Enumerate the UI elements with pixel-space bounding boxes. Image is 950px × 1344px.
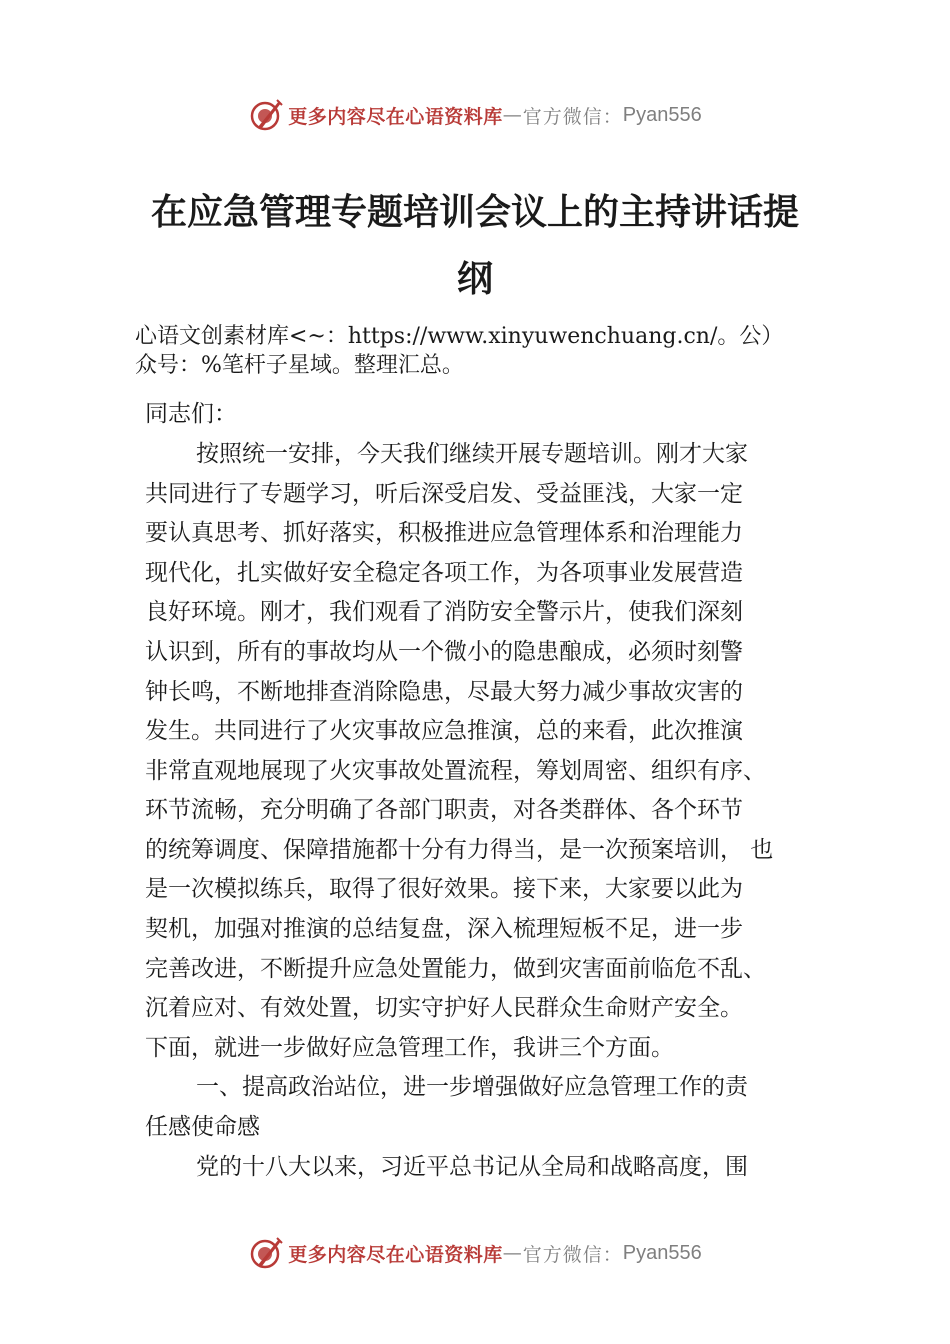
- section-heading-1: 一、提高政治站位，进一步增强做好应急管理工作的责: [196, 1074, 748, 1100]
- watermark-wechat-label: 官方微信：: [522, 1243, 623, 1266]
- watermark-banner-bottom: [0, 1233, 950, 1273]
- body-line: 完善改进，不断提升应急处置能力，做到灾害面前临危不乱、: [145, 956, 766, 982]
- watermark-dash: —: [502, 104, 523, 126]
- body-line: 良好环境。刚才，我们观看了消防安全警示片，使我们深刻: [145, 599, 743, 625]
- body-line: 党的十八大以来，习近平总书记从全局和战略高度，围: [196, 1154, 748, 1180]
- watermark-banner-top: [0, 95, 950, 135]
- body-line: 认识到，所有的事故均从一个微小的隐患酿成，必须时刻警: [145, 639, 743, 665]
- source-line-1: 心语文创素材库<~：https://www.xinyuwenchuang.cn/。公）: [135, 324, 784, 349]
- body-line: 钟长鸣，不断地排查消除隐患，尽最大努力减少事故灾害的: [145, 679, 743, 705]
- body-line: 下面，就进一步做好应急管理工作，我讲三个方面。: [145, 1035, 674, 1061]
- watermark-dash: —: [502, 1242, 523, 1264]
- source-line-2: 众号：%笔杆子星域。整理汇总。: [135, 353, 464, 378]
- body-line: 契机，加强对推演的总结复盘，深入梳理短板不足，进一步: [145, 916, 743, 942]
- body-line: 非常直观地展现了火灾事故处置流程，筹划周密、组织有序、: [145, 758, 766, 784]
- body-line: 环节流畅，充分明确了各部门职责，对各类群体、各个环节: [145, 797, 743, 823]
- section-heading-1-cont: 任感使命感: [145, 1114, 260, 1140]
- watermark-wechat-id: Pyan556: [622, 1241, 702, 1264]
- body-line: 现代化，扎实做好安全稳定各项工作，为各项事业发展营造: [145, 560, 743, 586]
- quill-logo-icon: [248, 97, 284, 133]
- body-line: 是一次模拟练兵，取得了很好效果。接下来，大家要以此为: [145, 876, 743, 902]
- body-line: 沉着应对、有效处置，切实守护好人民群众生命财产安全。: [145, 995, 743, 1021]
- body-line: 按照统一安排，今天我们继续开展专题培训。刚才大家: [196, 441, 748, 467]
- body-line: 要认真思考、抓好落实，积极推进应急管理体系和治理能力: [145, 520, 743, 546]
- watermark-site-name: 更多内容尽在心语资料库: [288, 1243, 503, 1266]
- watermark-wechat-id: Pyan556: [622, 103, 702, 126]
- body-line: 的统筹调度、保障措施都十分有力得当，是一次预案培训， 也: [145, 837, 774, 863]
- quill-logo-icon: [248, 1235, 284, 1271]
- watermark-site-name: 更多内容尽在心语资料库: [288, 105, 503, 128]
- document-title-line-2: 纲: [456, 258, 493, 300]
- salutation: 同志们：: [145, 401, 237, 427]
- body-line: 发生。共同进行了火灾事故应急推演，总的来看，此次推演: [145, 718, 743, 744]
- body-line: 共同进行了专题学习，听后深受启发、受益匪浅，大家一定: [145, 481, 743, 507]
- watermark-wechat-label: 官方微信：: [522, 105, 623, 128]
- document-title-line-1: 在应急管理专题培训会议上的主持讲话提: [150, 191, 799, 233]
